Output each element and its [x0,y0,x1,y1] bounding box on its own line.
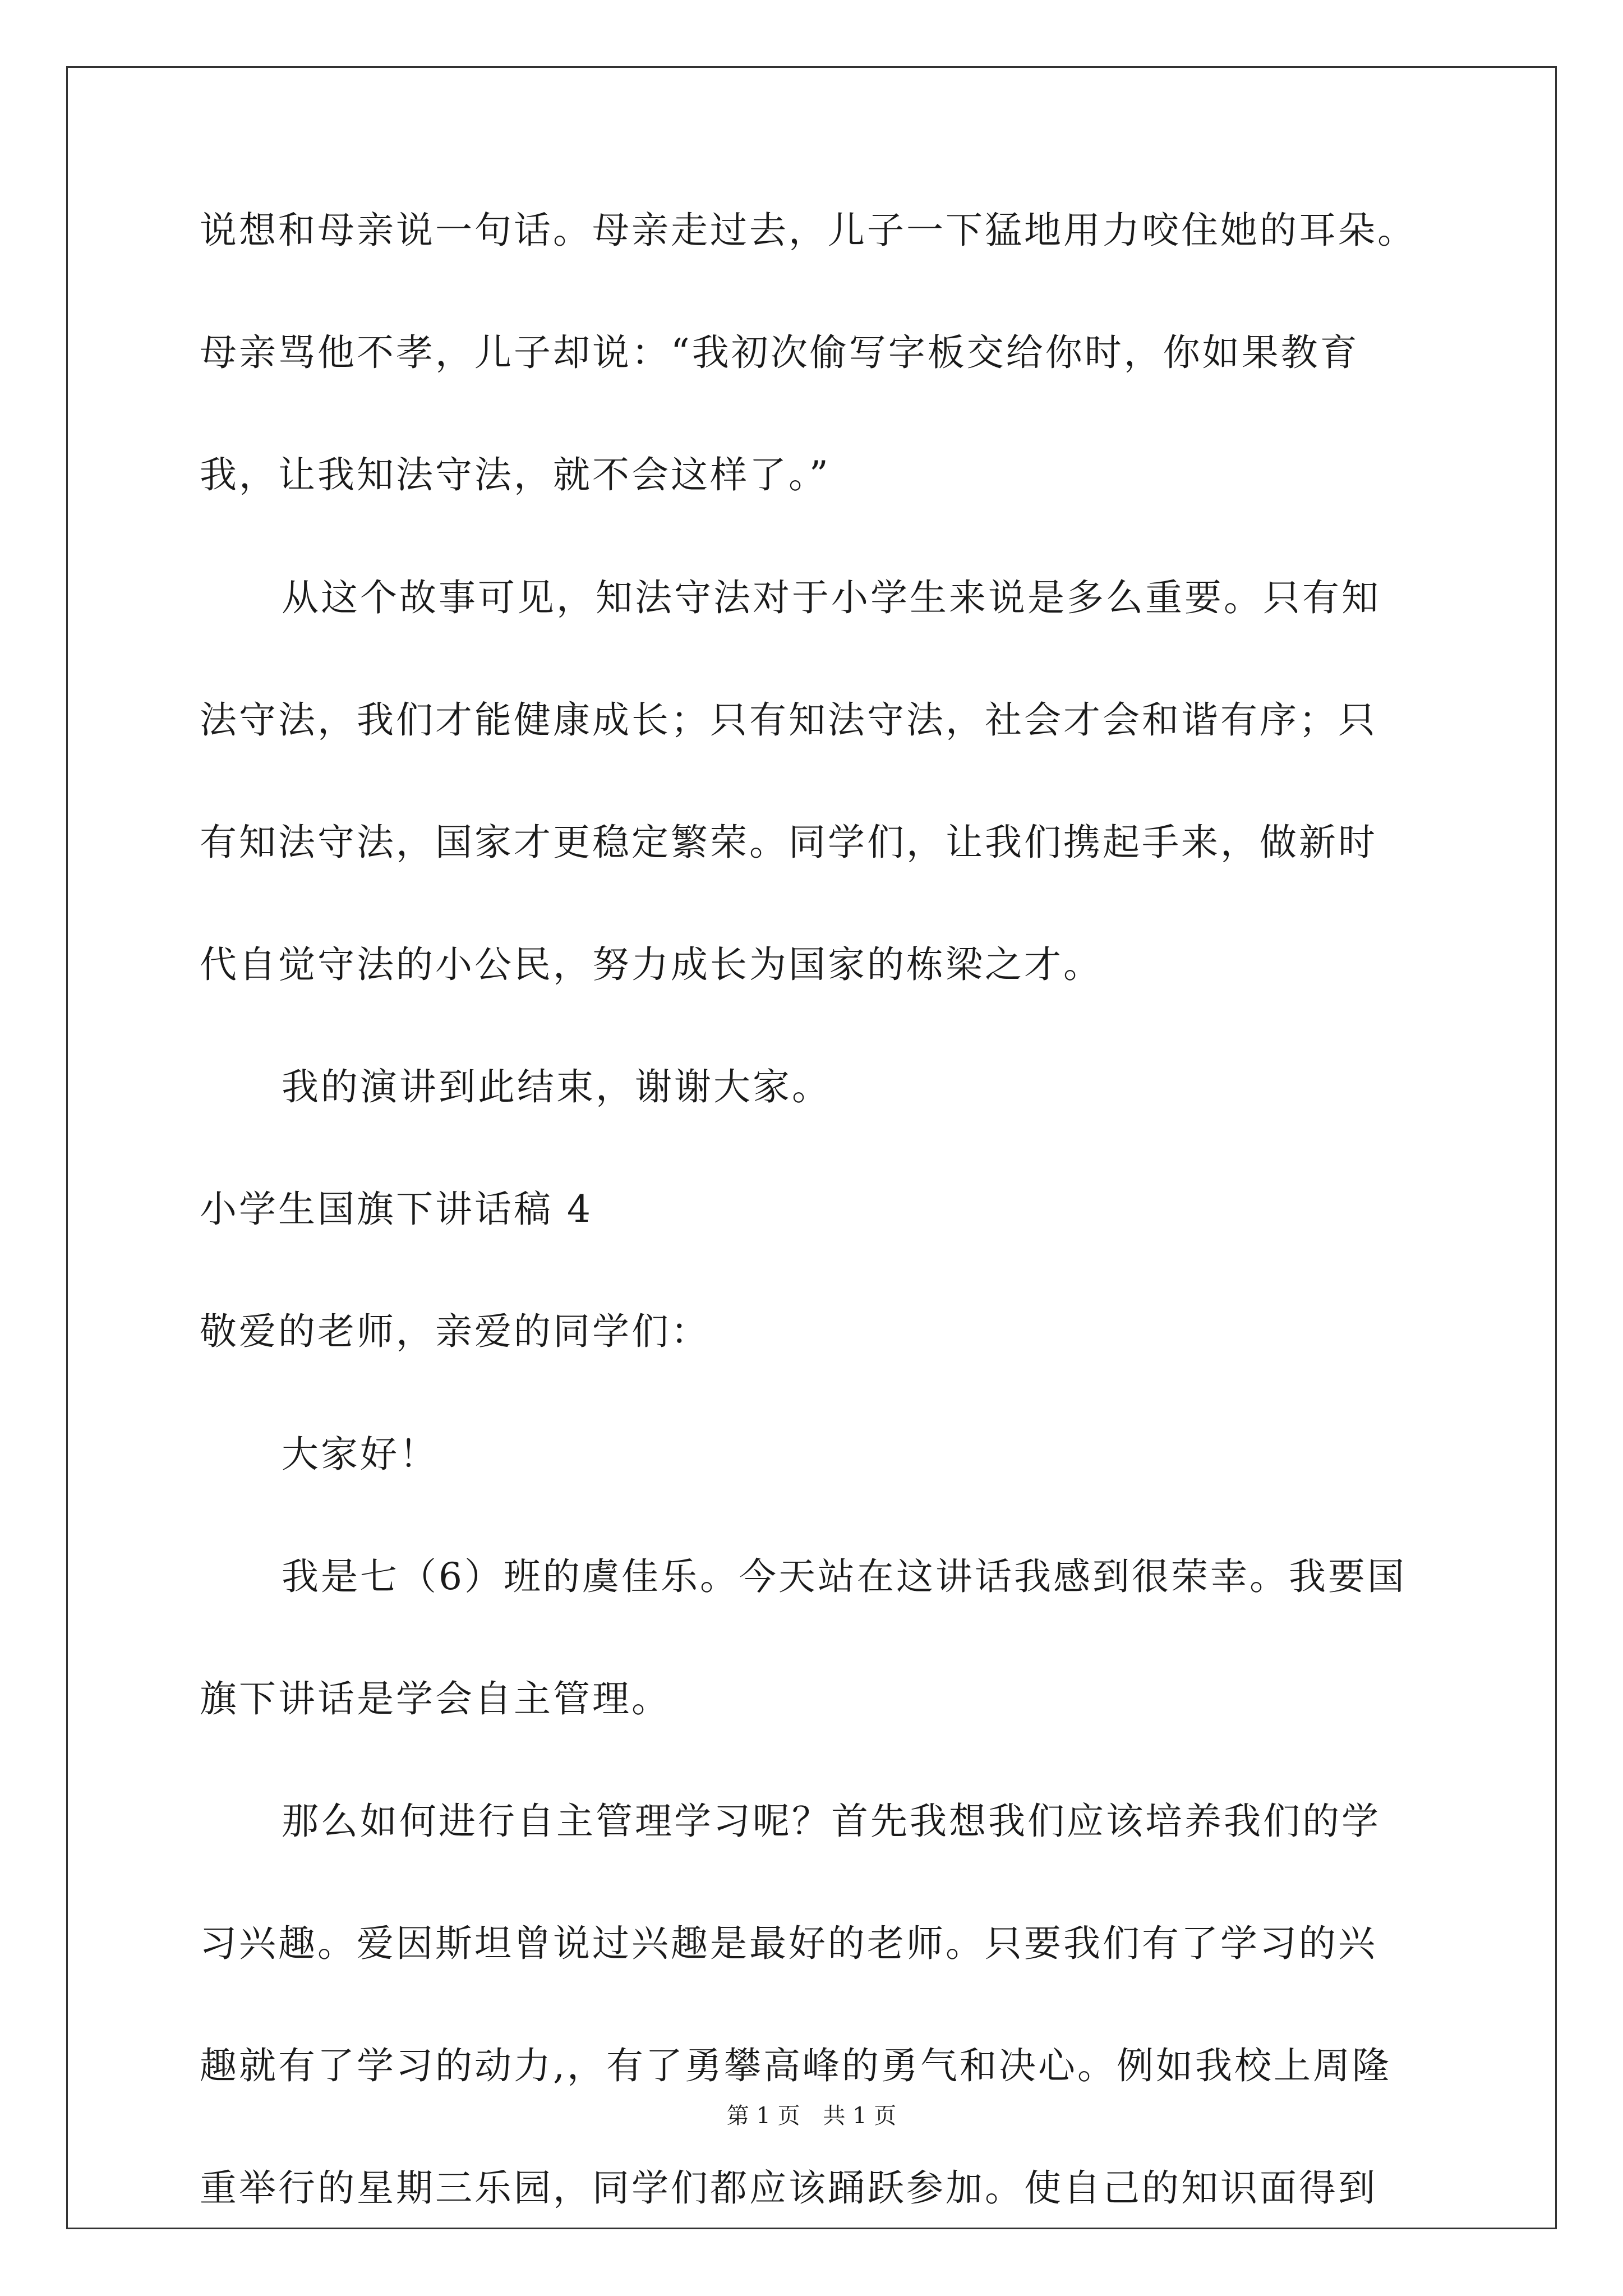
paragraph-line: 法守法，我们才能健康成长；只有知法守法，社会才会和谐有序；只 [200,698,1377,742]
page-total: 共 1 页 [823,2103,897,2129]
paragraph-line: 从这个故事可见，知法守法对于小学生来说是多么重要。只有知 [282,576,1381,619]
paragraph-line: 趣就有了学习的动力,，有了勇攀高峰的勇气和决心。例如我校上周隆 [200,2044,1391,2087]
paragraph-line: 代自觉守法的小公民，努力成长为国家的栋梁之才。 [200,943,1103,986]
paragraph-line: 那么如何进行自主管理学习呢？首先我想我们应该培养我们的学 [282,1800,1381,1843]
page-number: 第 1 页 [726,2103,800,2129]
greeting: 大家好！ [282,1433,439,1476]
section-heading: 小学生国旗下讲话稿 4 [200,1188,593,1231]
salutation: 敬爱的老师，亲爱的同学们： [200,1310,710,1353]
paragraph-line: 母亲骂他不孝，儿子却说：“我初次偷写字板交给你时，你如果教育 [200,331,1359,374]
paragraph-line: 旗下讲话是学会自主管理。 [200,1677,671,1720]
paragraph-line: 说想和母亲说一句话。母亲走过去，儿子一下猛地用力咬住她的耳朵。 [200,209,1417,252]
paragraph-line: 我的演讲到此结束，谢谢大家。 [282,1065,831,1108]
paragraph-line: 有知法守法，国家才更稳定繁荣。同学们，让我们携起手来，做新时 [200,821,1377,864]
page-border [66,66,1557,2229]
paragraph-line: 我是七（6）班的虞佳乐。今天站在这讲话我感到很荣幸。我要国 [282,1555,1407,1598]
page-footer [0,2099,1623,2133]
paragraph-line: 我，让我知法守法，就不会这样了。” [200,453,831,496]
paragraph-line: 习兴趣。爱因斯坦曾说过兴趣是最好的老师。只要我们有了学习的兴 [200,1922,1377,1965]
paragraph-line: 重举行的星期三乐园，同学们都应该踊跃参加。使自己的知识面得到 [200,2166,1377,2210]
